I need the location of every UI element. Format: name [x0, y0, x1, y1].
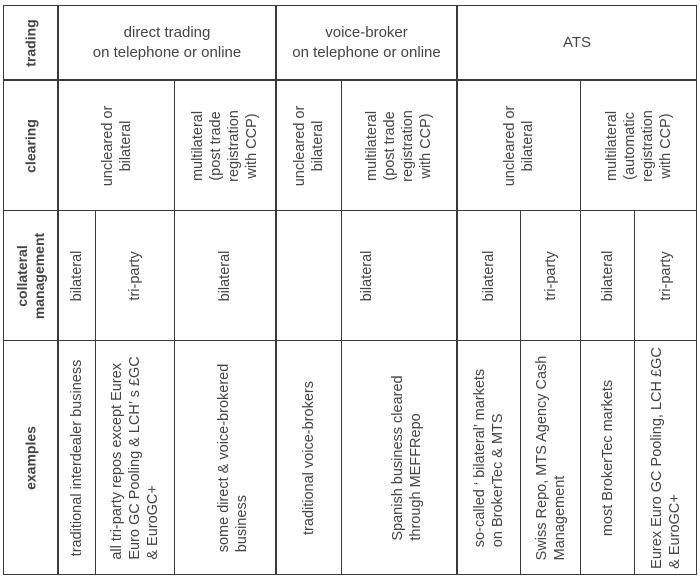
- table-border-right: [696, 5, 697, 575]
- table-border-bottom: [3, 574, 696, 575]
- collateral-c8-cell: [635, 211, 696, 340]
- row-label-collateral-management: collateral management: [13, 232, 47, 319]
- row-label-examples-cell: [4, 341, 57, 574]
- clearing-direct-uncleared: uncleared or bilateral: [99, 105, 134, 186]
- example-c1-cell: [59, 341, 95, 574]
- row-label-clearing-cell: [4, 81, 57, 210]
- collateral-c4: bilateral: [358, 250, 375, 301]
- example-c9: Eurex Euro GC Pooling, LCH £GC & EuroGC+: [648, 346, 683, 569]
- example-c8-cell: [581, 341, 634, 574]
- row-label-examples: examples: [22, 425, 38, 490]
- example-c7: Swiss Repo, MTS Agency Cash Management: [533, 355, 568, 560]
- example-c7-cell: [521, 341, 580, 574]
- clearing-direct-multilateral-cell: [175, 81, 275, 210]
- example-c3-cell: [175, 341, 275, 574]
- example-c4: traditional voice-brokers: [301, 380, 317, 535]
- collateral-c5-cell: [458, 211, 520, 340]
- collateral-c2: tri-party: [127, 250, 143, 301]
- row-label-trading: trading: [22, 18, 38, 67]
- example-c2-cell: [96, 341, 174, 574]
- example-c5-cell: [342, 341, 456, 574]
- collateral-c7-cell: [581, 211, 634, 340]
- example-c5: Spanish business cleared through MEFFRepo: [390, 374, 424, 541]
- clearing-direct-multilateral: multilateral (post trade registration with CCP): [190, 109, 260, 182]
- example-c4-cell: [277, 341, 341, 574]
- example-c9-cell: [635, 341, 696, 574]
- example-c3: some direct & voice-brokered business: [216, 363, 250, 552]
- collateral-c1-cell: [59, 211, 95, 340]
- collateral-c6: tri-party: [542, 250, 559, 301]
- collateral-c4-cell: [277, 211, 456, 340]
- clearing-voice-uncleared: uncleared or bilateral: [292, 105, 326, 186]
- example-c8: most BrokerTec markets: [599, 379, 616, 536]
- clearing-ats-multilateral-cell: [581, 81, 696, 210]
- collateral-c1: bilateral: [69, 250, 85, 301]
- collateral-c8: tri-party: [657, 250, 674, 301]
- example-c6-cell: [458, 341, 520, 574]
- collateral-c2-cell: [96, 211, 174, 340]
- trading-direct-header: direct trading on telephone or online: [92, 23, 242, 61]
- row-label-collateral-cell: [4, 211, 57, 340]
- collateral-c5: bilateral: [481, 250, 497, 301]
- row-label-trading-cell: [4, 6, 57, 79]
- clearing-ats-multilateral: multilateral (automatic registration with CCP): [603, 109, 674, 182]
- trading-ats-header: ATS: [562, 33, 592, 51]
- trading-voice-header: voice-broker on telephone or online: [292, 23, 441, 61]
- collateral-c3: bilateral: [217, 250, 233, 301]
- example-c2: all tri-party repos except Eurex Euro GC Pooling & LCH’ s £GC & EuroGC+: [109, 355, 161, 560]
- example-c1: traditional interdealer business: [69, 359, 85, 556]
- clearing-ats-uncleared: uncleared or bilateral: [502, 105, 536, 186]
- example-c6: so-called ‘ bilateral’ markets on BrokerTec & MTS: [472, 368, 506, 547]
- clearing-direct-uncleared-cell: [59, 81, 174, 210]
- collateral-c3-cell: [175, 211, 275, 340]
- clearing-voice-multilateral: multilateral (post trade registration with CCP): [364, 109, 434, 182]
- row-label-clearing: clearing: [22, 118, 38, 173]
- clearing-voice-uncleared-cell: [277, 81, 341, 210]
- clearing-voice-multilateral-cell: [342, 81, 456, 210]
- collateral-c6-cell: [521, 211, 580, 340]
- collateral-c7: bilateral: [599, 250, 616, 301]
- clearing-ats-uncleared-cell: [458, 81, 580, 210]
